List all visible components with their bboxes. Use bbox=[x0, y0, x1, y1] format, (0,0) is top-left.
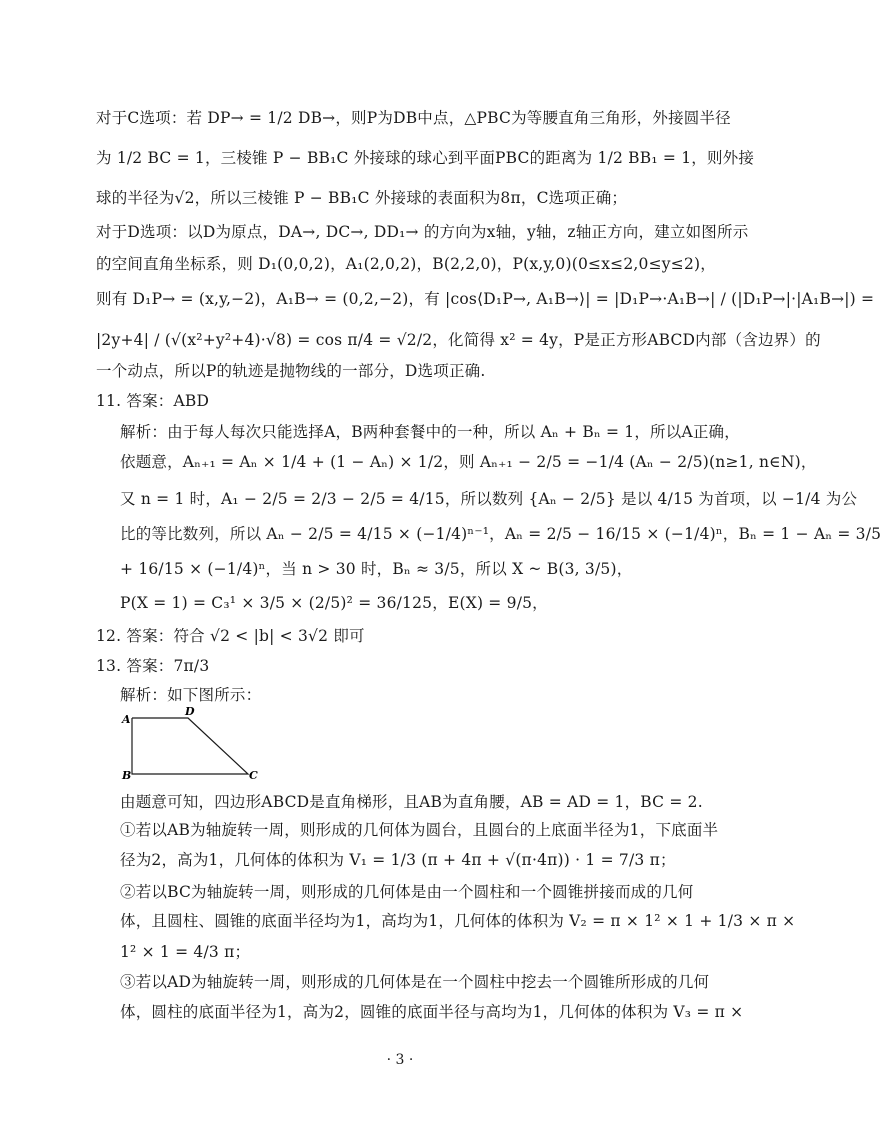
text-line-10: 解析：由于每人每次只能选择A，B两种套餐中的一种，所以 Aₙ + Bₙ = 1，所以A正确， bbox=[120, 423, 740, 441]
answer-11: 11. 答案：ABD bbox=[96, 392, 210, 410]
text-line-20: ①若以AB为轴旋转一周，则形成的几何体为圆台，且圆台的上底面半径为1，下底面半 bbox=[120, 821, 719, 839]
text-line-1: 对于C选项：若 DP→ = 1/2 DB→，则P为DB中点，△PBC为等腰直角三角形，外接圆半径 bbox=[96, 109, 731, 127]
text-line-26: 体，圆柱的底面半径为1，高为2，圆锥的底面半径与高均为1，几何体的体积为 V₃ = π × bbox=[120, 1003, 744, 1021]
text-line-13: 比的等比数列，所以 Aₙ − 2/5 = 4/15 × (−1/4)ⁿ⁻¹，Aₙ = 2/5 − 16/15 × (−1/4)ⁿ，Bₙ = 1 − Aₙ = 3/5 bbox=[120, 525, 881, 543]
text-line-18: 解析：如下图所示： bbox=[120, 686, 262, 704]
label-b: B bbox=[122, 769, 132, 782]
text-line-11: 依题意，Aₙ₊₁ = Aₙ × 1/4 + (1 − Aₙ) × 1/2，则 Aₙ₊₁ − 2/5 = −1/4 (Aₙ − 2/5)(n≥1, n∈N)， bbox=[120, 453, 817, 471]
text-line-25: ③若以AD为轴旋转一周，则形成的几何体是在一个圆柱中挖去一个圆锥所形成的几何 bbox=[120, 973, 710, 991]
text-line-21: 径为2，高为1，几何体的体积为 V₁ = 1/3 (π + 4π + √(π·4π)) · 1 = 7/3 π； bbox=[120, 851, 676, 869]
text-line-23: 体，且圆柱、圆锥的底面半径均为1，高均为1，几何体的体积为 V₂ = π × 1² × 1 + 1/3 × π × bbox=[120, 912, 796, 930]
text-line-19: 由题意可知，四边形ABCD是直角梯形，且AB为直角腰，AB = AD = 1，BC = 2. bbox=[120, 793, 703, 811]
text-line-24: 1² × 1 = 4/3 π； bbox=[120, 943, 251, 961]
text-line-14: + 16/15 × (−1/4)ⁿ，当 n > 30 时，Bₙ ≈ 3/5，所以 X ~ B(3, 3/5)， bbox=[120, 560, 633, 578]
text-line-8: 一个动点，所以P的轨迹是抛物线的一部分，D选项正确. bbox=[96, 362, 486, 380]
label-d: D bbox=[185, 705, 195, 718]
text-line-4: 对于D选项：以D为原点，DA→, DC→, DD₁→ 的方向为x轴，y轴，z轴正方向，建立如图所示 bbox=[96, 223, 749, 241]
label-a: A bbox=[122, 713, 131, 726]
text-line-22: ②若以BC为轴旋转一周，则形成的几何体是由一个圆柱和一个圆锥拼接而成的几何 bbox=[120, 883, 694, 901]
trapezoid-shape bbox=[132, 718, 248, 774]
page-number: · 3 · bbox=[386, 1052, 414, 1068]
answer-13: 13. 答案：7π/3 bbox=[96, 657, 210, 675]
text-line-2: 为 1/2 BC = 1，三棱锥 P − BB₁C 外接球的球心到平面PBC的距离为 1/2 BB₁ = 1，则外接 bbox=[96, 149, 755, 167]
text-line-12: 又 n = 1 时，A₁ − 2/5 = 2/3 − 2/5 = 4/15，所以数列 {Aₙ − 2/5} 是以 4/15 为首项，以 −1/4 为公 bbox=[120, 490, 858, 508]
text-line-7: |2y+4| / (√(x²+y²+4)·√8) = cos π/4 = √2/2，化简得 x² = 4y，P是正方形ABCD内部（含边界）的 bbox=[96, 331, 821, 349]
label-c: C bbox=[249, 769, 258, 782]
trapezoid-figure bbox=[118, 705, 268, 782]
answer-12: 12. 答案：符合 √2 < |b| < 3√2 即可 bbox=[96, 627, 365, 645]
text-line-15: P(X = 1) = C₃¹ × 3/5 × (2/5)² = 36/125，E(X) = 9/5， bbox=[120, 594, 548, 612]
text-line-3: 球的半径为√2，所以三棱锥 P − BB₁C 外接球的表面积为8π，C选项正确； bbox=[96, 189, 628, 207]
text-line-6: 则有 D₁P→ = (x,y,−2)，A₁B→ = (0,2,−2)，有 |cos⟨D₁P→, A₁B→⟩| = |D₁P→·A₁B→| / (|D₁P→|·|A₁B→|) = bbox=[96, 290, 875, 308]
text-line-5: 的空间直角坐标系，则 D₁(0,0,2)，A₁(2,0,2)，B(2,2,0)，P(x,y,0)(0≤x≤2,0≤y≤2)， bbox=[96, 255, 716, 273]
